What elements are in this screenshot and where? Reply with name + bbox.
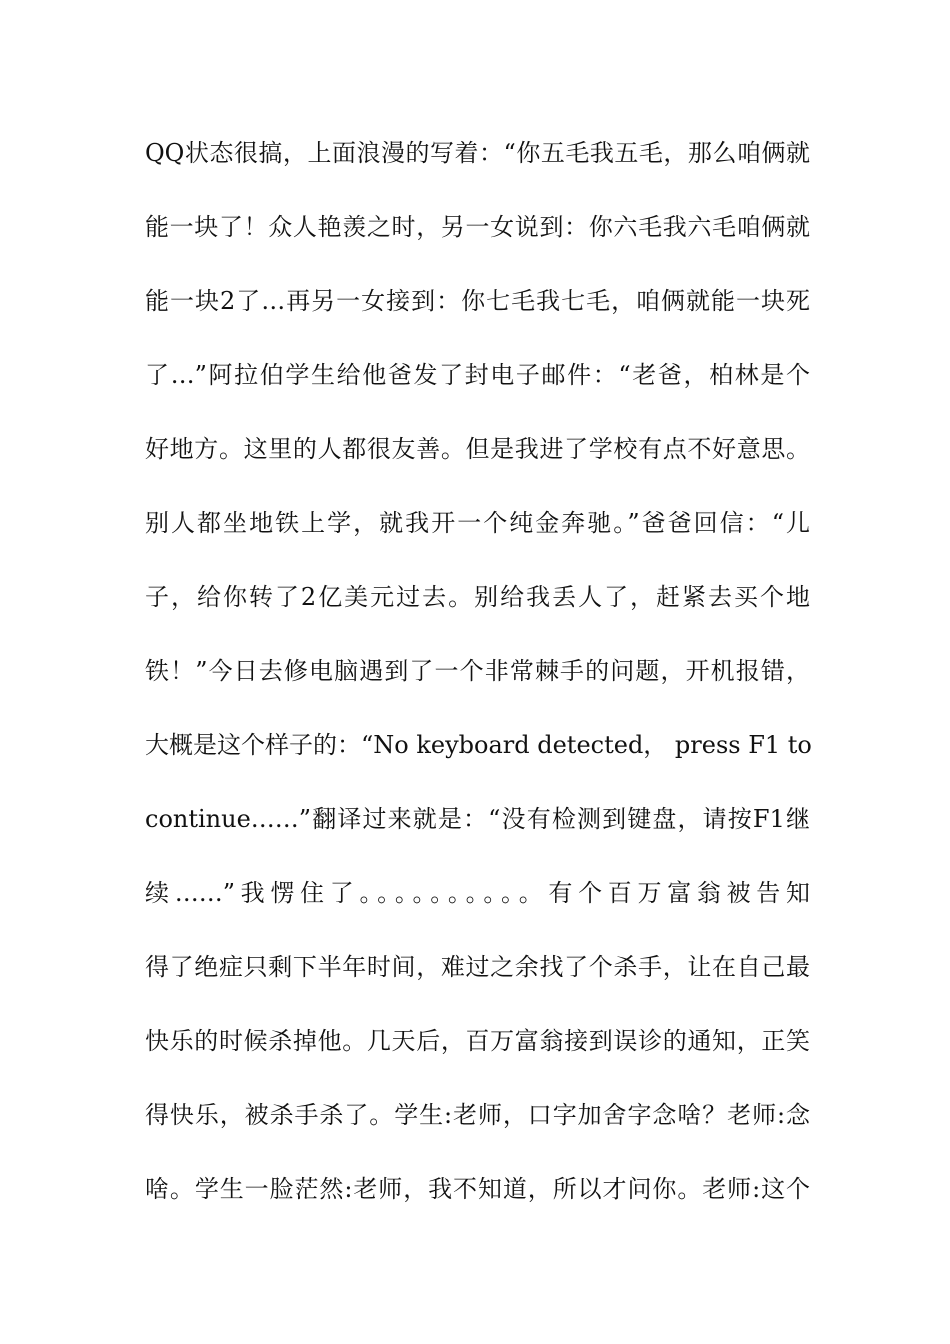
text-line: 好地方。这里的人都很友善。但是我进了学校有点不好意思。: [145, 435, 810, 463]
text-line: 得了绝症只剩下半年时间，难过之余找了个杀手，让在自己最: [145, 953, 810, 981]
text-line: QQ状态很搞，上面浪漫的写着：“你五毛我五毛，那么咱俩就: [145, 139, 810, 167]
text-line: 了…”阿拉伯学生给他爸发了封电子邮件：“老爸，柏林是个: [145, 361, 810, 389]
text-line: continue……”翻译过来就是：“没有检测到键盘，请按F1继: [145, 805, 810, 833]
text-line: 能一块2了…再另一女接到：你七毛我七毛，咱俩就能一块死: [145, 287, 810, 315]
text-line: 续……”我愣住了。。。。。。。。。。有个百万富翁被告知: [145, 879, 810, 907]
text-line: 啥。学生一脸茫然:老师，我不知道，所以才问你。老师:这个: [145, 1175, 810, 1203]
text-line: 铁！”今日去修电脑遇到了一个非常棘手的问题，开机报错，: [145, 657, 810, 685]
text-line: 快乐的时候杀掉他。几天后，百万富翁接到误诊的通知，正笑: [145, 1027, 810, 1055]
text-line: 大概是这个样子的：“No keyboard detected， press F1 to: [145, 731, 812, 759]
text-line: 别人都坐地铁上学，就我开一个纯金奔驰。”爸爸回信：“儿: [145, 509, 810, 537]
body-text: [145, 133, 810, 1243]
text-line: 得快乐，被杀手杀了。学生:老师，口字加舍字念啥？老师:念: [145, 1101, 810, 1129]
text-line: 子，给你转了2亿美元过去。别给我丢人了，赶紧去买个地: [145, 583, 810, 611]
text-line: 能一块了！众人艳羡之时，另一女说到：你六毛我六毛咱俩就: [145, 213, 810, 241]
